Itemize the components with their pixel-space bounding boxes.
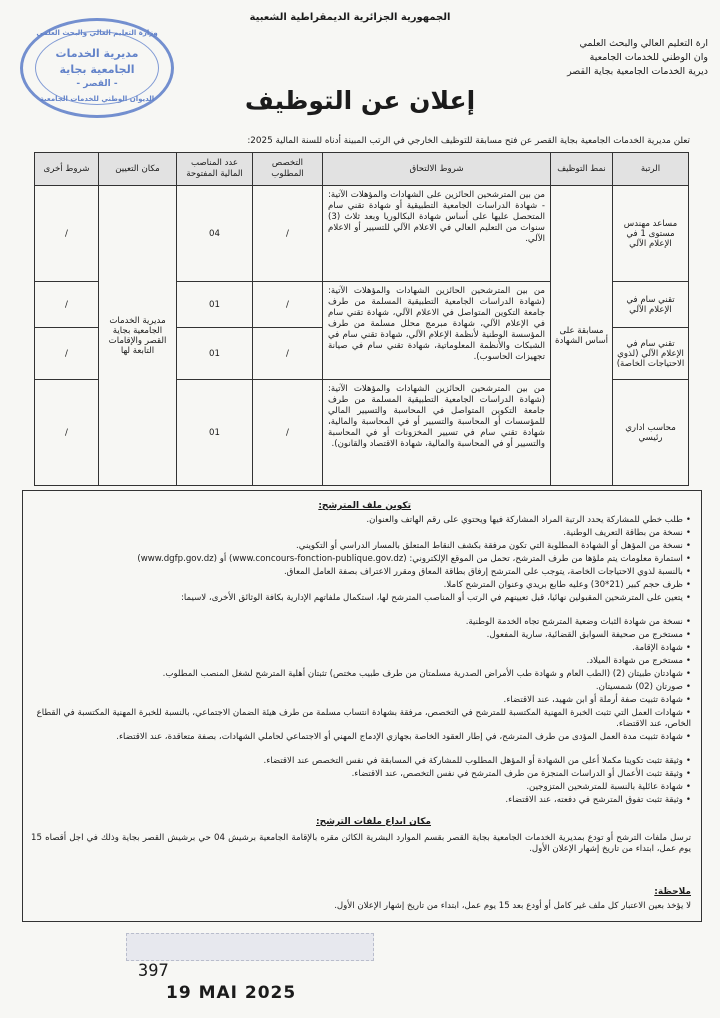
list-item: •استمارة معلومات يتم ملؤها من طرف المترشح، تحمل من الموقع الإلكتروني: (www.concours-fonction-publique.gov.dz) أو (www.dgfp.gov.dz) xyxy=(137,554,691,564)
list-item-text: يتعين على المترشحين المقبولين نهائيا، قبل تعيينهم في الرتب أو المناصب المترشح لها، استكمال ملفاتهم الإدارية بكافة الوثائق الأخرى، لاسيما: xyxy=(181,593,683,603)
list-item: •ظرف حجم كبير (21*30) وعليه طابع بريدي وعنوان المترشح كاملا. xyxy=(443,580,691,590)
specialty-cell: / xyxy=(253,380,323,486)
header-place: مكان التعيين xyxy=(99,153,177,186)
list-item: •وثيقة تثبت الأعمال أو الدراسات المنجزة من طرف المترشح في نفس التخصص، عند الاقتضاء. xyxy=(351,769,691,779)
deposit-text: ترسل ملفات الترشح أو تودع بمديرية الخدمات الجامعية بجاية القصر بقسم الموارد البشرية الكائن مقره بالإقامة الجامعية برشيش 04 حي برشيش القصر بجاية وذلك في اجل أقصاه 15 يوم عمل، ابتداء من تاريخ إشهار الإعلان الأول. xyxy=(31,833,692,854)
list-item-text: نسخة من المؤهل أو الشهادة المطلوبة التي تكون مرفقة بكشف النقاط المتعلق بالمسار الدراسي أو التكويني. xyxy=(296,541,683,551)
list-item-text: استمارة معلومات يتم ملؤها من طرف المترشح، تحمل من الموقع الإلكتروني: (www.concours-fonction-publique.gov.dz) أو (www.dgfp.gov.dz) xyxy=(137,554,683,564)
other-cell: / xyxy=(35,282,99,328)
list-item-text: شهادة تثبيت صفة أرملة أو ابن شهيد، عند الاقتضاء. xyxy=(503,695,683,705)
list-item: •شهادتان طبيتان (2) (الطب العام و شهادة طب الأمراض الصدرية مسلمتان من طرف طبيب مختص) تثبتان أهلية المترشح لشغل المنصب المطلوب. xyxy=(162,669,691,679)
official-stamp xyxy=(20,18,174,118)
list-item: •شهادة عائلية بالنسبة للمترشحين المتزوجين. xyxy=(526,782,691,792)
office-line: وان الوطني للخدمات الجامعية xyxy=(589,52,708,63)
table-row xyxy=(35,186,689,282)
list-item: •شهادة تثبيت مدة العمل المؤدى من طرف المترشح، في إطار العقود الخاصة بجهازي الإدماج المهني أو الاجتماعي لحاملي الشهادات، بصفة متعاقدة، عند الاقتضاء. xyxy=(116,732,691,742)
header-other: شروط أخرى xyxy=(35,153,99,186)
directorate-line: ديرية الخدمات الجامعية بجاية القصر xyxy=(567,66,708,77)
list-item-text: ظرف حجم كبير (21*30) وعليه طابع بريدي وعنوان المترشح كاملا. xyxy=(443,580,683,590)
conditions-cell: من بين المترشحين الحائزين الشهادات والمؤهلات الآتية: (شهادة الدراسات الجامعية التطبيقية المسلمة من طرف جامعة التكوين المتواصل في الاعلام الآلي، شهادة تقني سام في الإعلام الآلي، شهادة مبرمج محلل مسلمة من طرف المؤسسة الوطنية لأنظمة الإعلام الآلي، شهادة تقني سام في الشبكات والأنظمة المعلوماتية، شهادة تقني سام في صيانة تجهيزات الحاسوب). xyxy=(323,282,551,380)
list-item-text: مستخرج من شهادة الميلاد. xyxy=(586,656,683,666)
list-item: •نسخة من بطاقة التعريف الوطنية. xyxy=(563,528,691,538)
rank-cell: تقني سام في الإعلام الآلي xyxy=(613,282,689,328)
specialty-cell: / xyxy=(253,186,323,282)
positions-cell: 01 xyxy=(177,282,253,328)
header-positions: عدد المناصب المالية المفتوحة xyxy=(177,153,253,186)
list-item: •نسخة من شهادة الثبات وضعية المترشح تجاه الخدمة الوطنية. xyxy=(465,617,691,627)
list-item-text: شهادات العمل التي تثبت الخبرة المهنية المكتسبة للمترشح في التخصص، مرفقة بشهادة انتساب مسلمة من طرف هيئة الضمان الاجتماعي، بالنسبة للخبرة المهنية المكتسبة في القطاع الخاص، عند الاقتضاء. xyxy=(36,708,691,729)
stamp-text: - القصر - xyxy=(76,79,118,89)
list-item-text: شهادة الإقامة. xyxy=(632,643,683,653)
specialty-cell: / xyxy=(253,282,323,328)
positions-cell: 01 xyxy=(177,328,253,380)
rank-cell: محاسب اداري رئيسي xyxy=(613,380,689,486)
positions-table xyxy=(34,152,689,486)
mode-cell: مسابقة على أساس الشهادة xyxy=(551,186,613,486)
other-cell: / xyxy=(35,328,99,380)
file-heading: تكوين ملف المترشح: xyxy=(318,501,411,511)
list-item: •شهادة الإقامة. xyxy=(632,643,691,653)
list-item-text: شهادة عائلية بالنسبة للمترشحين المتزوجين. xyxy=(526,782,683,792)
header-rank: الرتبة xyxy=(613,153,689,186)
list-item-text: مستخرج من صحيفة السوابق القضائية، سارية المفعول. xyxy=(486,630,683,640)
list-item: •شهادة تثبيت صفة أرملة أو ابن شهيد، عند الاقتضاء. xyxy=(503,695,691,705)
list-item-text: نسخة من شهادة الثبات وضعية المترشح تجاه الخدمة الوطنية. xyxy=(465,617,683,627)
conditions-cell: من بين المترشحين الحائزين الشهادات والمؤهلات الآتية: (شهادة الدراسات الجامعية التطبيقية المسلمة من طرف جامعة التكوين المتواصل في المحاسبة والتسيير المالي للمؤسسات أو المحاسبة والتسيير أو في المحاسبة والمالية، شهادة تقني سام في تسيير المخزونات أو في المحاسبة والتسيير أو في المحاسبة والمالية، شهادة الاقتصاد والقانون). xyxy=(323,380,551,486)
stamp-text: وزارة التعليم العالي والبحث العلمي xyxy=(36,29,158,37)
list-item: •صورتان (02) شمسيتان. xyxy=(595,682,691,692)
registration-number: 397 xyxy=(138,961,169,981)
list-item: •نسخة من المؤهل أو الشهادة المطلوبة التي تكون مرفقة بكشف النقاط المتعلق بالمسار الدراسي أو التكويني. xyxy=(296,541,691,551)
header-mode: نمط التوظيف xyxy=(551,153,613,186)
note-heading: ملاحظة: xyxy=(654,887,691,897)
note-text: لا يؤخذ بعين الاعتبار كل ملف غير كامل أو أودع بعد 15 يوم عمل، ابتداء من تاريخ إشهار الإعلان الأول. xyxy=(334,901,691,911)
other-cell: / xyxy=(35,186,99,282)
positions-cell: 01 xyxy=(177,380,253,486)
stamp-text: الديوان الوطني للخدمات الجامعية xyxy=(39,95,155,103)
rank-cell: مساعد مهندس مستوى 1 في الإعلام الآلي xyxy=(613,186,689,282)
list-item-text: وثيقة تثبت الأعمال أو الدراسات المنجزة من طرف المترشح في نفس التخصص، عند الاقتضاء. xyxy=(351,769,683,779)
list-item: •مستخرج من صحيفة السوابق القضائية، سارية المفعول. xyxy=(486,630,691,640)
list-item-text: شهادتان طبيتان (2) (الطب العام و شهادة طب الأمراض الصدرية مسلمتان من طرف طبيب مختص) تثبتان أهلية المترشح لشغل المنصب المطلوب. xyxy=(162,669,683,679)
list-item-text: وثيقة تثبت تفوق المترشح في دفعته، عند الاقتضاء. xyxy=(505,795,683,805)
list-item: •يتعين على المترشحين المقبولين نهائيا، قبل تعيينهم في الرتب أو المناصب المترشح لها، استكمال ملفاتهم الإدارية بكافة الوثائق الأخرى، لاسيما: xyxy=(181,593,691,603)
intro-text: تعلن مديرية الخدمات الجامعية بجاية القصر عن فتح مسابقة للتوظيف الخارجي في الرتب المبينة أدناه للسنة المالية 2025: xyxy=(247,136,690,146)
list-item: •مستخرج من شهادة الميلاد. xyxy=(586,656,691,666)
header-conditions: شروط الالتحاق xyxy=(323,153,551,186)
reception-stamp xyxy=(126,933,372,1005)
deposit-heading: مكان ايداع ملفات الترشح: xyxy=(316,817,431,827)
specialty-cell: / xyxy=(253,328,323,380)
list-item: •طلب خطي للمشاركة يحدد الرتبة المراد المشاركة فيها ويحتوي على رقم الهاتف والعنوان. xyxy=(366,515,691,525)
list-item-text: طلب خطي للمشاركة يحدد الرتبة المراد المشاركة فيها ويحتوي على رقم الهاتف والعنوان. xyxy=(366,515,683,525)
stamp-text: الجامعية بجاية xyxy=(59,63,135,76)
list-item-text: بالنسبة لذوي الاحتياجات الخاصة، يتوجب على المترشح إرفاق بطاقة المعاق ومقرر الاعتراف بصفة العامل المعاق. xyxy=(283,567,683,577)
stamp-text: مديرية الخدمات xyxy=(55,47,139,60)
list-item: •شهادات العمل التي تثبت الخبرة المهنية المكتسبة للمترشح في التخصص، مرفقة بشهادة انتساب مسلمة من طرف هيئة الضمان الاجتماعي، بالنسبة للخبرة المهنية المكتسبة في القطاع الخاص، عند الاقتضاء. xyxy=(36,708,691,729)
list-item-text: صورتان (02) شمسيتان. xyxy=(595,682,683,692)
header-specialty: التخصص المطلوب xyxy=(253,153,323,186)
republic-heading: الجمهورية الجزائرية الديمقراطية الشعبية xyxy=(249,12,451,23)
page-title: إعلان عن التوظيف xyxy=(244,86,476,115)
list-item: •وثيقة تثبت تكوينا مكملا أعلى من الشهادة أو المؤهل المطلوب للمشاركة في المسابقة في نفس التخصص عند الاقتضاء. xyxy=(263,756,691,766)
conditions-cell: من بين المترشحين الحائزين على الشهادات والمؤهلات الآتية: - شهادة الدراسات الجامعية التطبيقية أو شهادة تقني سام المتحصل عليها على أساس شهادة البكالوريا وبعد ثلاث (3) سنوات من التعليم العالي في الاعلام الآلي للتسيير أو الاعلام الآلي. xyxy=(323,186,551,282)
list-item: •بالنسبة لذوي الاحتياجات الخاصة، يتوجب على المترشح إرفاق بطاقة المعاق ومقرر الاعتراف بصفة العامل المعاق. xyxy=(283,567,691,577)
other-cell: / xyxy=(35,380,99,486)
list-item: •وثيقة تثبت تفوق المترشح في دفعته، عند الاقتضاء. xyxy=(505,795,691,805)
rank-cell: تقني سام في الإعلام الآلي (لذوي الاحتياجات الخاصة) xyxy=(613,328,689,380)
positions-cell: 04 xyxy=(177,186,253,282)
place-cell: مديرية الخدمات الجامعية بجاية القصر والإقامات التابعة لها xyxy=(99,186,177,486)
application-file-box xyxy=(22,490,702,922)
reception-stamp-header xyxy=(126,933,374,961)
table-header-row xyxy=(35,153,689,186)
list-item-text: نسخة من بطاقة التعريف الوطنية. xyxy=(563,528,683,538)
list-item-text: شهادة تثبيت مدة العمل المؤدى من طرف المترشح، في إطار العقود الخاصة بجهازي الإدماج المهني أو الاجتماعي لحاملي الشهادات، بصفة متعاقدة، عند الاقتضاء. xyxy=(116,732,683,742)
reception-date: 19 MAI 2025 xyxy=(166,983,297,1003)
ministry-line: ارة التعليم العالي والبحث العلمي xyxy=(579,38,708,49)
list-item-text: وثيقة تثبت تكوينا مكملا أعلى من الشهادة أو المؤهل المطلوب للمشاركة في المسابقة في نفس التخصص عند الاقتضاء. xyxy=(263,756,683,766)
